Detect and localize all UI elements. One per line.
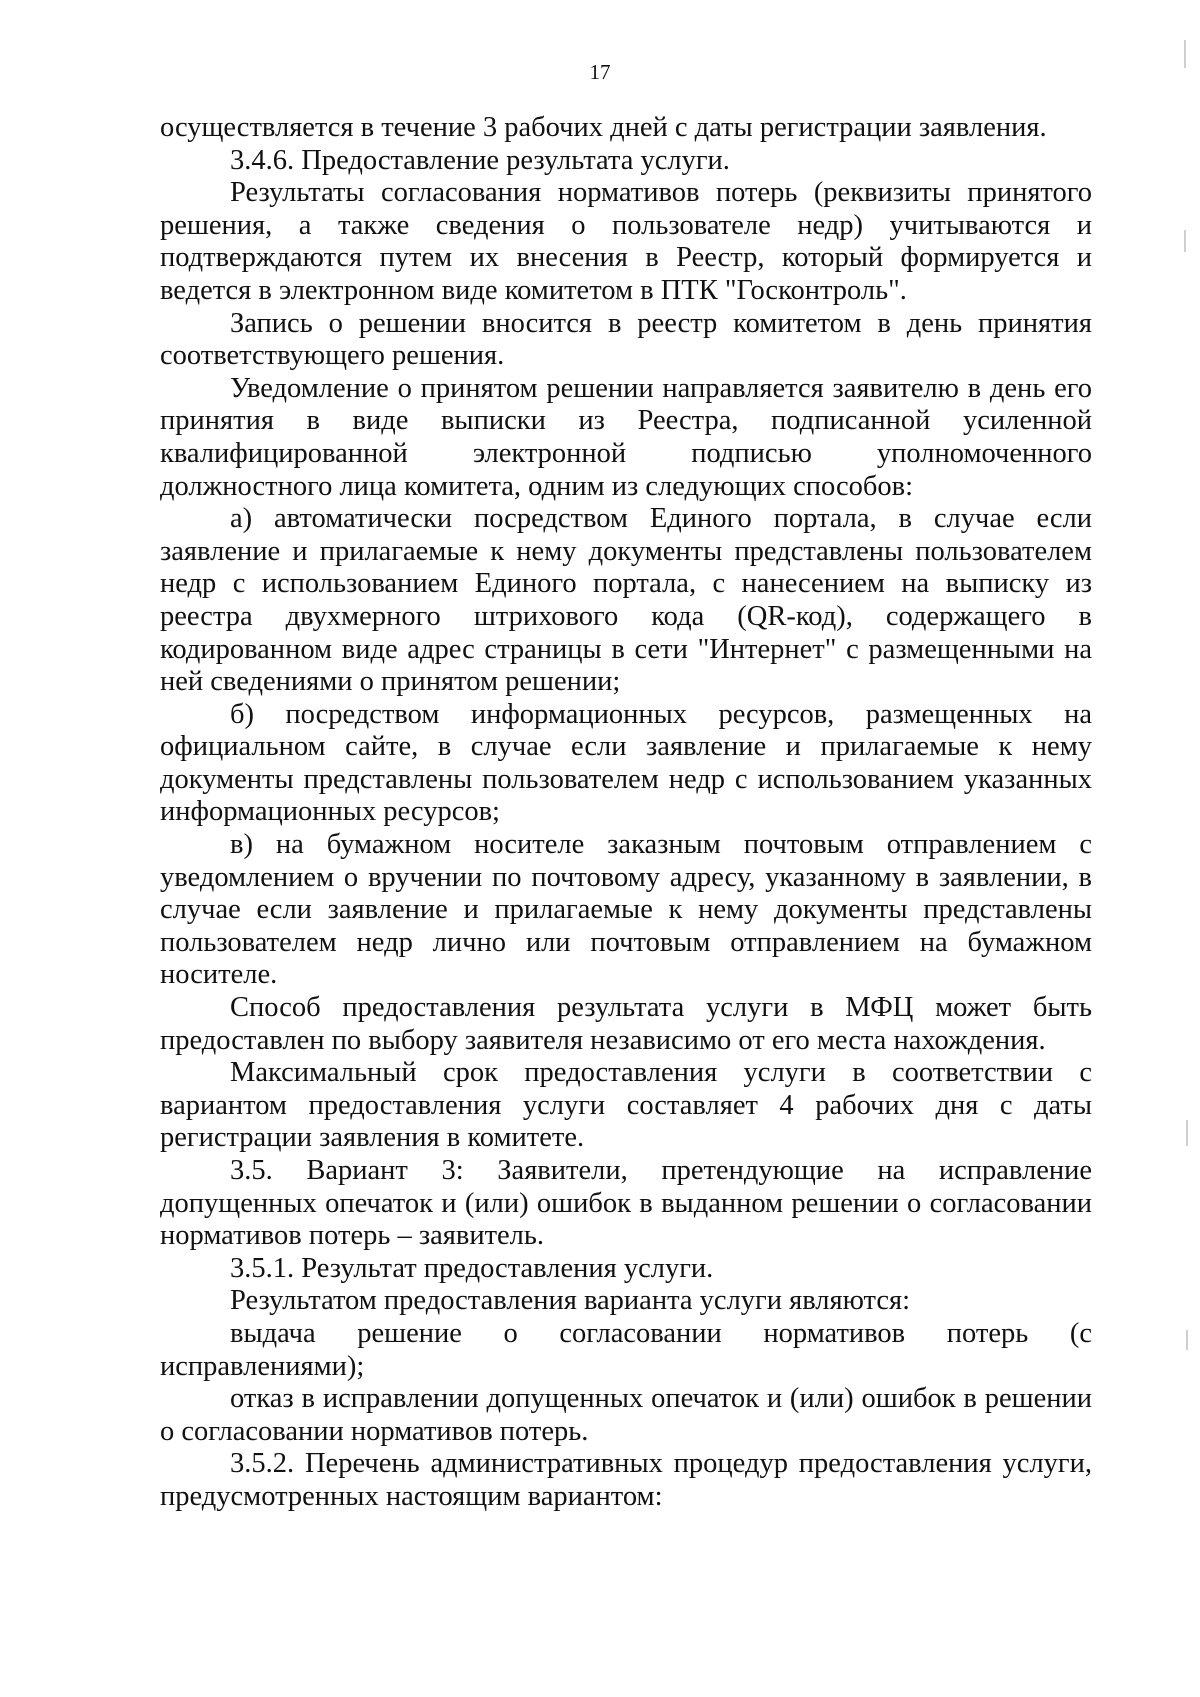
document-body: [160, 112, 1092, 1514]
list-item-b: б) посредством информационных ресурсов, размещенных на официальном сайте, в случае если заявление и прилагаемые к нему документы представлены пользователем недр с использованием указанных информационных ресурсов;: [160, 698, 1092, 828]
section-heading-3-5-2: 3.5.2. Перечень административных процедур предоставления услуги, предусмотренных настоящим вариантом:: [160, 1448, 1092, 1512]
list-item-v: в) на бумажном носителе заказным почтовым отправлением с уведомлением о вручении по почтовому адресу, указанному в заявлении, в случае если заявление и прилагаемые к нему документы представлены пользователем недр лично или почтовым отправлением на бумажном носителе.: [160, 829, 1092, 991]
section-heading-3-5-1: 3.5.1. Результат предоставления услуги.: [230, 1252, 714, 1284]
scan-edge-mark: [1184, 40, 1186, 68]
paragraph-results-registry: Результаты согласования нормативов потерь (реквизиты принятого решения, а также сведения о пользователе недр) учитываются и подтверждаются путем их внесения в Реестр, который формируется и ведется в электронном виде комитетом в ПТК "Госконтроль".: [160, 177, 1092, 306]
scan-edge-mark: [1186, 1330, 1188, 1350]
paragraph-continuation: осуществляется в течение 3 рабочих дней с даты регистрации заявления.: [160, 112, 1047, 143]
list-item-a: а) автоматически посредством Единого портала, в случае если заявление и прилагаемые к нему документы представлены пользователем недр с использованием Единого портала, с нанесением на выписку из реестра двухмерного штрихового кода (QR-код), содержащего в кодированном виде адрес страницы в сети "Интернет" с размещенными на ней сведениями о принятом решении;: [160, 503, 1092, 698]
section-heading-3-4-6: 3.4.6. Предоставление результата услуги.: [230, 144, 730, 176]
result-item-refusal: отказ в исправлении допущенных опечаток и (или) ошибок в решении о согласовании нормативов потерь.: [160, 1383, 1092, 1447]
paragraph-max-term: Максимальный срок предоставления услуги в соответствии с вариантом предоставления услуги составляет 4 рабочих дня с даты регистрации заявления в комитете.: [160, 1057, 1092, 1154]
paragraph-results-list-intro: Результатом предоставления варианта услуги являются:: [230, 1285, 911, 1317]
page-number: 17: [589, 60, 611, 84]
scan-edge-mark: [1184, 230, 1186, 252]
scan-edge-mark: [1186, 1120, 1188, 1146]
paragraph-mfc-method: Способ предоставления результата услуги в МФЦ может быть предоставлен по выбору заявителя независимо от его места нахождения.: [160, 992, 1092, 1056]
paragraph-registry-entry: Запись о решении вносится в реестр комитетом в день принятия соответствующего решения.: [160, 307, 1092, 372]
section-heading-3-5: 3.5. Вариант 3: Заявители, претендующие на исправление допущенных опечаток и (или) ошибок в выданном решении о согласовании нормативов потерь – заявитель.: [160, 1155, 1092, 1252]
paragraph-notification: Уведомление о принятом решении направляется заявителю в день его принятия в виде выписки из Реестра, подписанной усиленной квалифицированной электронной подписью уполномоченного должностного лица комитета, одним из следующих способов:: [160, 372, 1092, 502]
result-item-issue: выдача решение о согласовании нормативов потерь (с исправлениями);: [160, 1317, 1092, 1382]
